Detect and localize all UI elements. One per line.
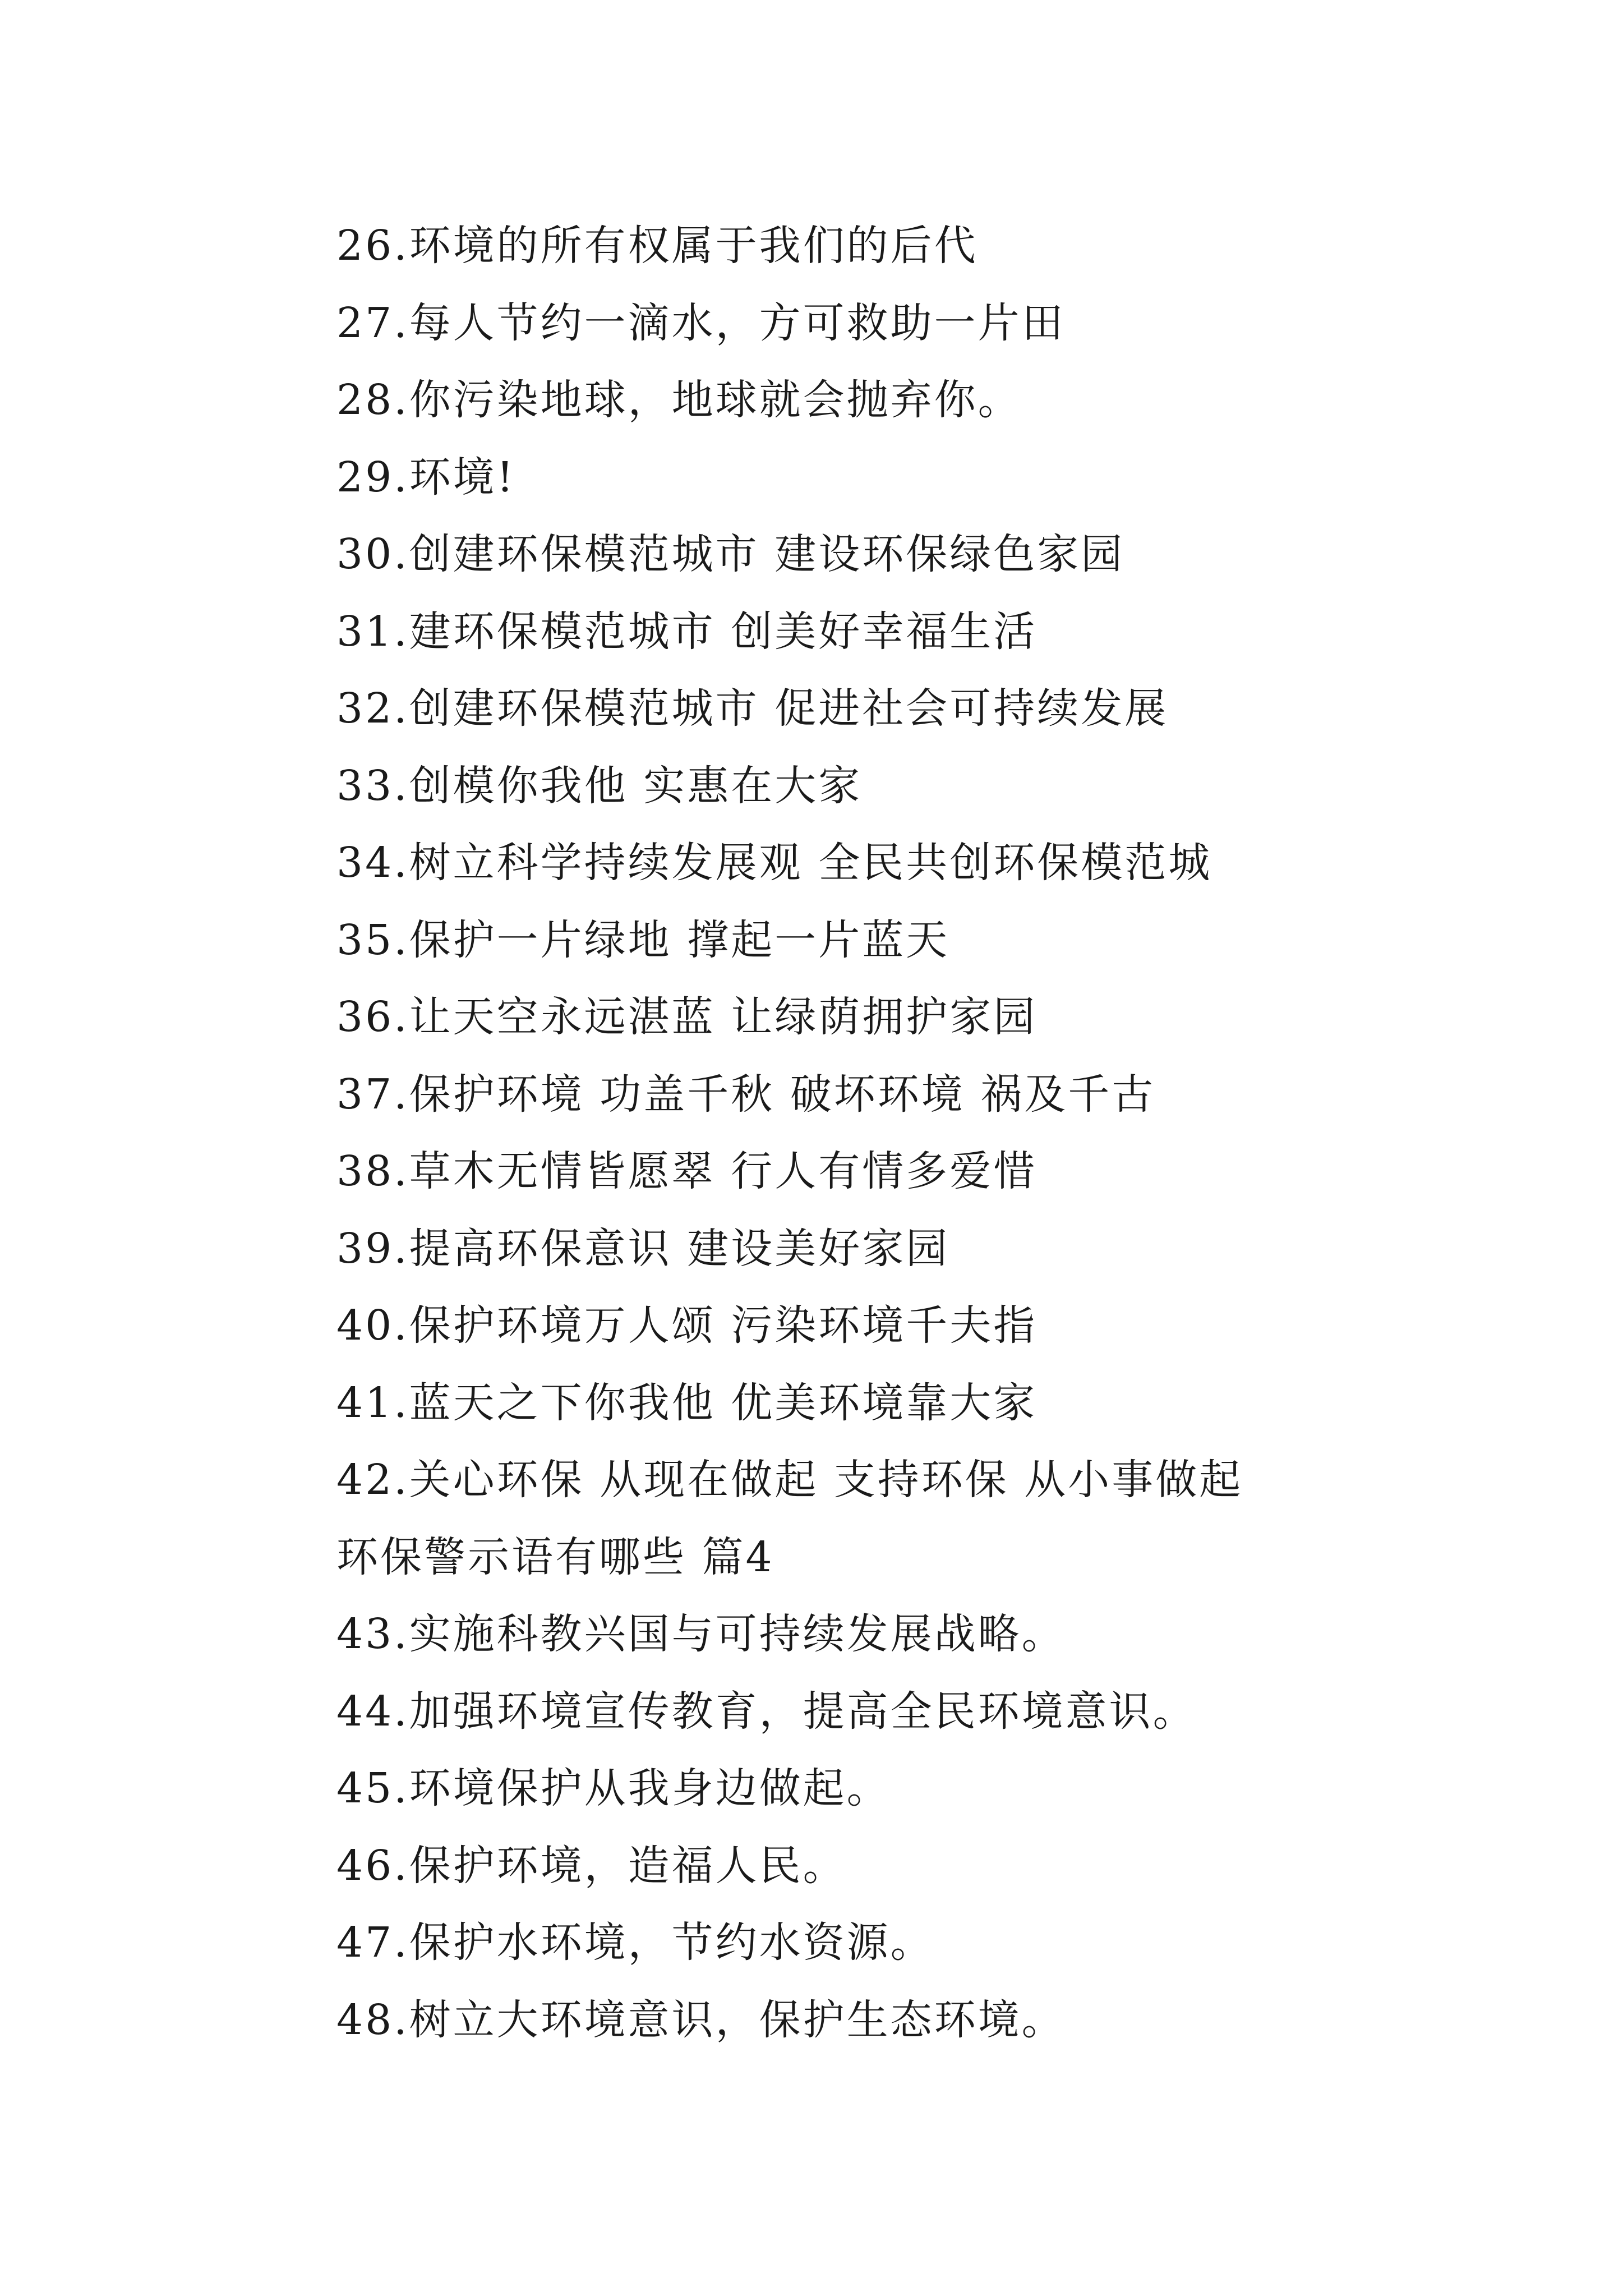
slogan-line-43: 43.实施科教兴国与可持续发展战略。	[336, 1610, 1066, 1658]
slogan-line-42: 42.关心环保 从现在做起 支持环保 从小事做起	[336, 1456, 1243, 1504]
slogan-line-45: 45.环境保护从我身边做起。	[336, 1764, 891, 1812]
slogan-line-40: 40.保护环境万人颂 污染环境千夫指	[336, 1301, 1038, 1350]
slogan-line-47: 47.保护水环境，节约水资源。	[336, 1918, 934, 1967]
slogan-line-27: 27.每人节约一滴水，方可救助一片田	[336, 298, 1066, 347]
slogan-line-34: 34.树立科学持续发展观 全民共创环保模范城	[336, 839, 1212, 887]
slogan-line-37: 37.保护环境 功盖千秋 破坏环境 祸及千古	[336, 1070, 1156, 1119]
slogan-line-29: 29.环境!	[336, 453, 516, 501]
section-heading: 环保警示语有哪些 篇4	[336, 1533, 774, 1581]
slogan-line-39: 39.提高环保意识 建设美好家园	[336, 1224, 950, 1273]
slogan-line-36: 36.让天空永远湛蓝 让绿荫拥护家园	[336, 993, 1038, 1041]
slogan-line-32: 32.创建环保模范城市 促进社会可持续发展	[336, 684, 1169, 733]
slogan-line-30: 30.创建环保模范城市 建设环保绿色家园	[336, 530, 1125, 578]
slogan-line-26: 26.环境的所有权属于我们的后代	[336, 222, 978, 270]
slogan-line-35: 35.保护一片绿地 撑起一片蓝天	[336, 915, 950, 964]
slogan-line-33: 33.创模你我他 实惠在大家	[336, 761, 863, 810]
slogan-line-38: 38.草木无情皆愿翠 行人有情多爱惜	[336, 1147, 1038, 1195]
slogan-line-28: 28.你污染地球，地球就会抛弃你。	[336, 376, 1022, 424]
slogan-line-44: 44.加强环境宣传教育，提高全民环境意识。	[336, 1687, 1197, 1736]
document-body	[336, 208, 1458, 2059]
slogan-line-48: 48.树立大环境意识，保护生态环境。	[336, 1995, 1066, 2044]
slogan-line-46: 46.保护环境，造福人民。	[336, 1841, 847, 1890]
slogan-line-41: 41.蓝天之下你我他 优美环境靠大家	[336, 1378, 1038, 1427]
slogan-line-31: 31.建环保模范城市 创美好幸福生活	[336, 607, 1038, 656]
